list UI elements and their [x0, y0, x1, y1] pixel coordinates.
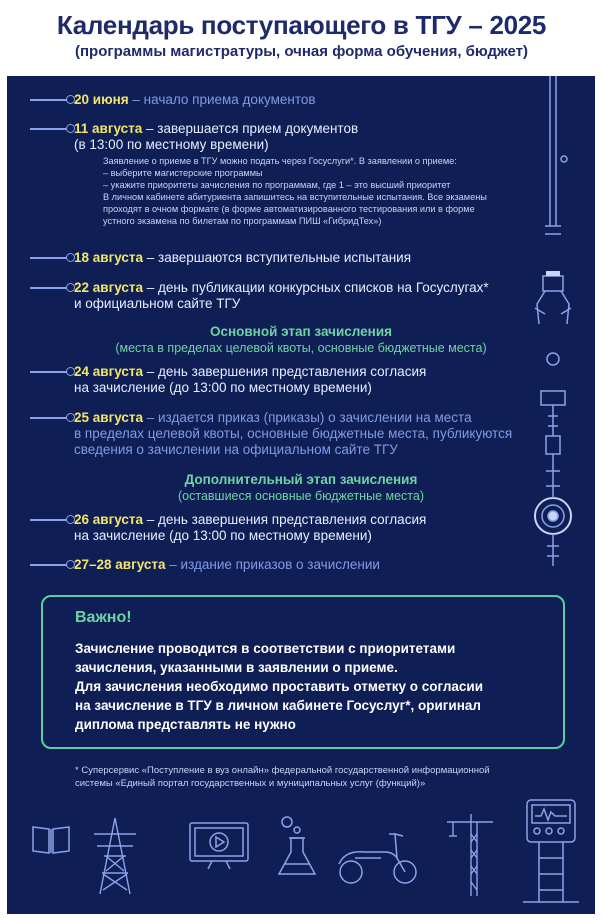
event-text: 24 августа – день завершения представления согласия на зачисление (до 13:00 по местному времени) [74, 364, 427, 395]
robotic-arm-icon [515, 76, 595, 566]
header [0, 0, 603, 76]
timeline-connector [30, 564, 68, 566]
scooter-icon [335, 828, 421, 886]
event-date: 25 августа [74, 410, 143, 425]
calendar-panel [7, 76, 595, 914]
event-date: 11 августа [74, 121, 143, 136]
event-text: 27–28 августа – издание приказов о зачислении [74, 557, 380, 572]
timeline-connector [30, 287, 68, 289]
event-text: 11 августа – завершается прием документов (в 13:00 по местному времени) [74, 121, 359, 152]
lab-flask-icon [277, 814, 317, 880]
event-date: 26 августа [74, 512, 143, 527]
event-date: 22 августа [74, 280, 143, 295]
important-box [41, 595, 565, 749]
book-icon [29, 821, 73, 857]
event-text: 25 августа – издается приказ (приказы) о зачислении на места в пределах целевой квоты, основные бюджетные места, публикуются сведения о зачислении на официальном сайте ТГУ [74, 410, 513, 457]
event-text: 18 августа – завершаются вступительные испытания [74, 250, 412, 265]
timeline-connector [30, 99, 68, 101]
main-stage-heading: Основной этап зачисления (места в пределах целевой квоты, основные бюджетные места) [115, 324, 487, 355]
robot-device-icon [519, 798, 583, 906]
event-date: 18 августа [74, 250, 143, 265]
event-date: 24 августа [74, 364, 143, 379]
video-monitor-icon [188, 821, 250, 871]
application-note: Заявление о приеме в ТГУ можно подать через Госуслуги*. В заявлении о приеме: – выберите магистерские программы – укажите приоритеты зачисления по программам, где 1 – это высший приоритет В личном кабинете абитуриента запишитесь на вступительные испытания. Все экзамены проходят в очном формате (в форме автоматизированного тестирования или в форме устного экзамена по билетам по программам ПИШ «ГибридТех») [103, 156, 487, 226]
timeline-connector [30, 417, 68, 419]
page-subtitle: (программы магистратуры, очная форма обучения, бюджет) [75, 43, 528, 60]
important-text: Зачисление проводится в соответствии с приоритетами зачисления, указанными в заявлении о приеме. Для зачисления необходимо проставить отметку о согласии на зачисление в ТГУ в личном кабинете Госуслуг*, оригинал диплома представлять не нужно [75, 641, 484, 732]
page-title: Календарь поступающего в ТГУ – 2025 [56, 10, 547, 40]
power-tower-icon [92, 816, 138, 896]
crane-icon [445, 814, 495, 896]
event-text: 22 августа – день публикации конкурсных списков на Госуслугах* и официальном сайте ТГУ [74, 280, 489, 311]
timeline-connector [30, 257, 68, 259]
event-text: 26 августа – день завершения представления согласия на зачисление (до 13:00 по местному времени) [74, 512, 427, 543]
event-date: 20 июня [74, 92, 129, 107]
event-date: 27–28 августа [74, 557, 166, 572]
important-title: Важно! [75, 609, 132, 626]
extra-stage-heading: Дополнительный этап зачисления (оставшиеся основные бюджетные места) [178, 472, 424, 503]
timeline-connector [30, 519, 68, 521]
timeline-connector [30, 371, 68, 373]
event-text: 20 июня – начало приема документов [74, 92, 316, 107]
timeline-connector [30, 128, 68, 130]
footnote: * Суперсервис «Поступление в вуз онлайн» федеральной государственной информационной системы «Единый портал государственных и муниципальных услуг (функций)» [75, 765, 490, 789]
